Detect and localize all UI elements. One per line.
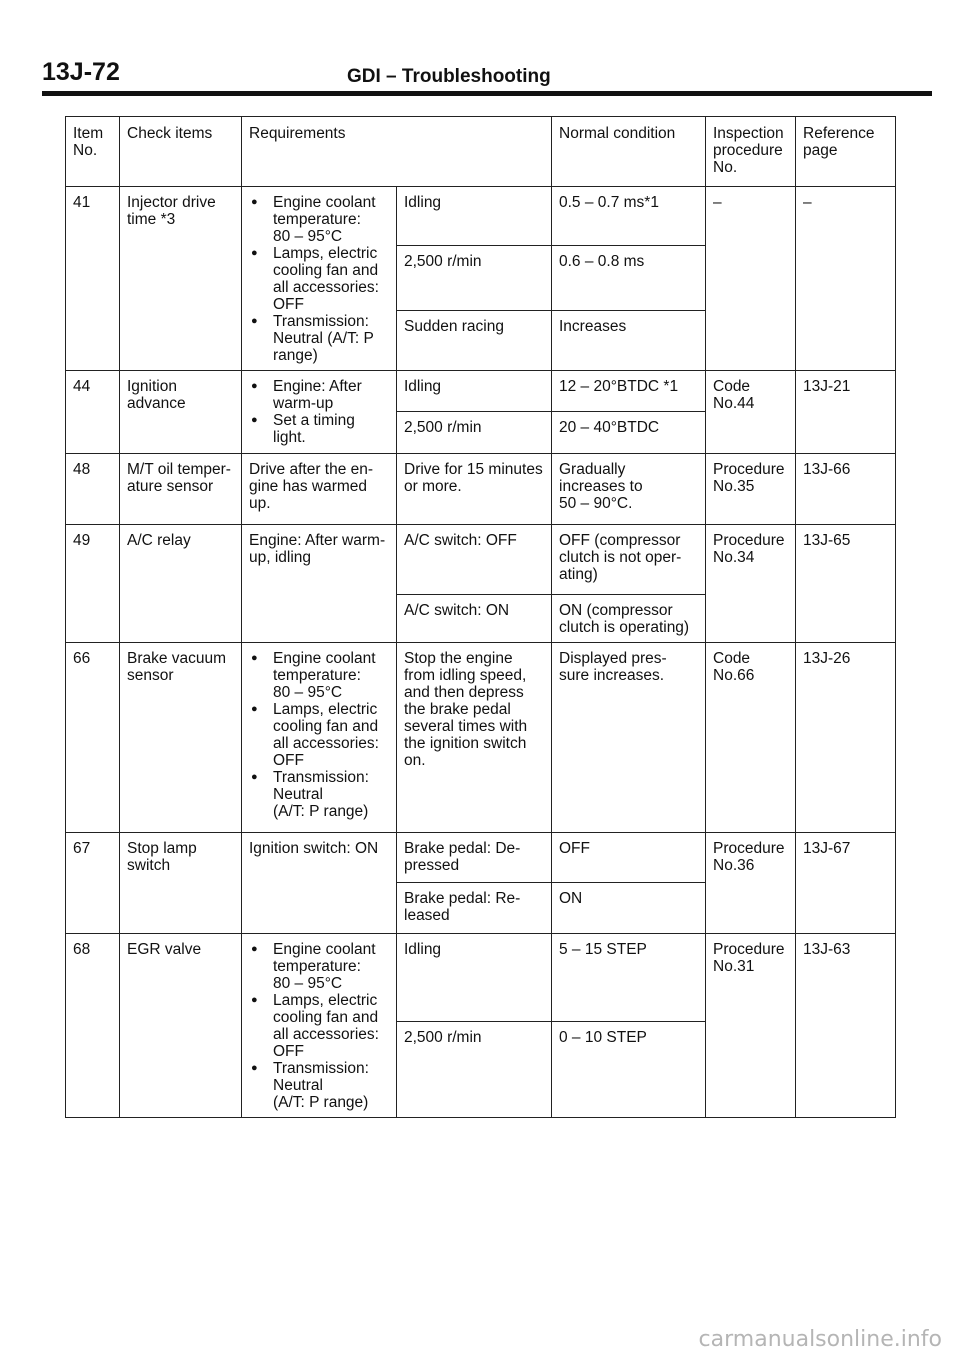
item-no: 48 [66,454,120,525]
header-check-items: Check items [120,117,242,187]
normal-condition: 0.5 – 0.7 ms*1 [552,187,706,246]
check-item: A/C relay [120,525,242,643]
normal-condition: 5 – 15 STEP [552,934,706,1022]
item-no: 68 [66,934,120,1118]
requirement [242,643,397,833]
header-item-no: Item No. [66,117,120,187]
list-item: ● Transmission: Neutral (A/T: P range) [249,313,389,364]
reference-page: 13J-66 [796,454,896,525]
requirement: Drive after the en- gine has warmed up. [242,454,397,525]
condition: Brake pedal: Re- leased [397,883,552,934]
condition: Brake pedal: De- pressed [397,833,552,883]
list-item: ● Engine coolant temperature: 80 – 95°C [249,941,389,992]
inspection-procedure: Procedure No.36 [706,833,796,934]
table-row [66,371,896,412]
table-row [66,187,896,246]
list-item: ● Transmission: Neutral (A/T: P range) [249,769,389,820]
condition: Stop the engine from idling speed, and then depress the brake pedal several times with the ignition switch on. [397,643,552,833]
item-no: 66 [66,643,120,833]
reference-page: 13J-65 [796,525,896,643]
normal-condition: OFF (compressor clutch is not oper- ating) [552,525,706,595]
item-no: 67 [66,833,120,934]
reference-page: 13J-63 [796,934,896,1118]
list-item: ● Engine coolant temperature: 80 – 95°C [249,194,389,245]
header-inspection-procedure: Inspection procedure No. [706,117,796,187]
condition: 2,500 r/min [397,1021,552,1117]
reference-page: 13J-26 [796,643,896,833]
list-item: ● Lamps, electric cooling fan and all accessories: OFF [249,245,389,313]
reference-page: 13J-21 [796,371,896,454]
inspection-procedure: Procedure No.34 [706,525,796,643]
list-item: ● Engine coolant temperature: 80 – 95°C [249,650,389,701]
header-rule [42,91,932,96]
normal-condition: 0.6 – 0.8 ms [552,246,706,311]
reference-page: – [796,187,896,371]
normal-condition: Gradually increases to 50 – 90°C. [552,454,706,525]
condition: A/C switch: OFF [397,525,552,595]
normal-condition: Displayed pres- sure increases. [552,643,706,833]
check-item: Injector drive time *3 [120,187,242,371]
normal-condition: ON [552,883,706,934]
requirement: Ignition switch: ON [242,833,397,934]
condition: Idling [397,187,552,246]
reference-page: 13J-67 [796,833,896,934]
check-item: Brake vacuum sensor [120,643,242,833]
table-header-row [66,117,896,187]
inspection-procedure: Procedure No.31 [706,934,796,1118]
inspection-procedure: Code No.66 [706,643,796,833]
item-no: 44 [66,371,120,454]
normal-condition: Increases [552,311,706,371]
requirement [242,371,397,454]
check-item: Stop lamp switch [120,833,242,934]
header-requirements: Requirements [242,117,552,187]
watermark-link[interactable]: carmanualsonline.info [698,1327,942,1352]
header-normal-condition: Normal condition [552,117,706,187]
requirement [242,934,397,1118]
check-item: EGR valve [120,934,242,1118]
normal-condition: OFF [552,833,706,883]
condition: Sudden racing [397,311,552,371]
page-title: GDI – Troubleshooting [347,66,551,87]
condition: Idling [397,934,552,1022]
list-item: ● Engine: After warm-up [249,378,389,412]
condition: Drive for 15 minutes or more. [397,454,552,525]
page-number: 13J-72 [42,58,120,86]
table-row [66,454,896,525]
normal-condition: 0 – 10 STEP [552,1021,706,1117]
table-row [66,643,896,833]
item-no: 49 [66,525,120,643]
check-item: M/T oil temper- ature sensor [120,454,242,525]
header-reference-page: Reference page [796,117,896,187]
table-row [66,833,896,883]
check-item: Ignition advance [120,371,242,454]
condition: A/C switch: ON [397,595,552,643]
condition: 2,500 r/min [397,246,552,311]
normal-condition: 12 – 20°BTDC *1 [552,371,706,412]
normal-condition: 20 – 40°BTDC [552,412,706,454]
requirement: Engine: After warm- up, idling [242,525,397,643]
condition: Idling [397,371,552,412]
inspection-procedure: – [706,187,796,371]
normal-condition: ON (compressor clutch is operating) [552,595,706,643]
list-item: ● Set a timing light. [249,412,389,446]
list-item: ● Transmission: Neutral (A/T: P range) [249,1060,389,1111]
requirement [242,187,397,371]
list-item: ● Lamps, electric cooling fan and all accessories: OFF [249,701,389,769]
inspection-procedure: Code No.44 [706,371,796,454]
item-no: 41 [66,187,120,371]
inspection-procedure: Procedure No.35 [706,454,796,525]
table-row [66,934,896,1022]
troubleshooting-table [65,116,896,1118]
table-row [66,525,896,595]
condition: 2,500 r/min [397,412,552,454]
page-header [42,58,932,92]
list-item: ● Lamps, electric cooling fan and all accessories: OFF [249,992,389,1060]
